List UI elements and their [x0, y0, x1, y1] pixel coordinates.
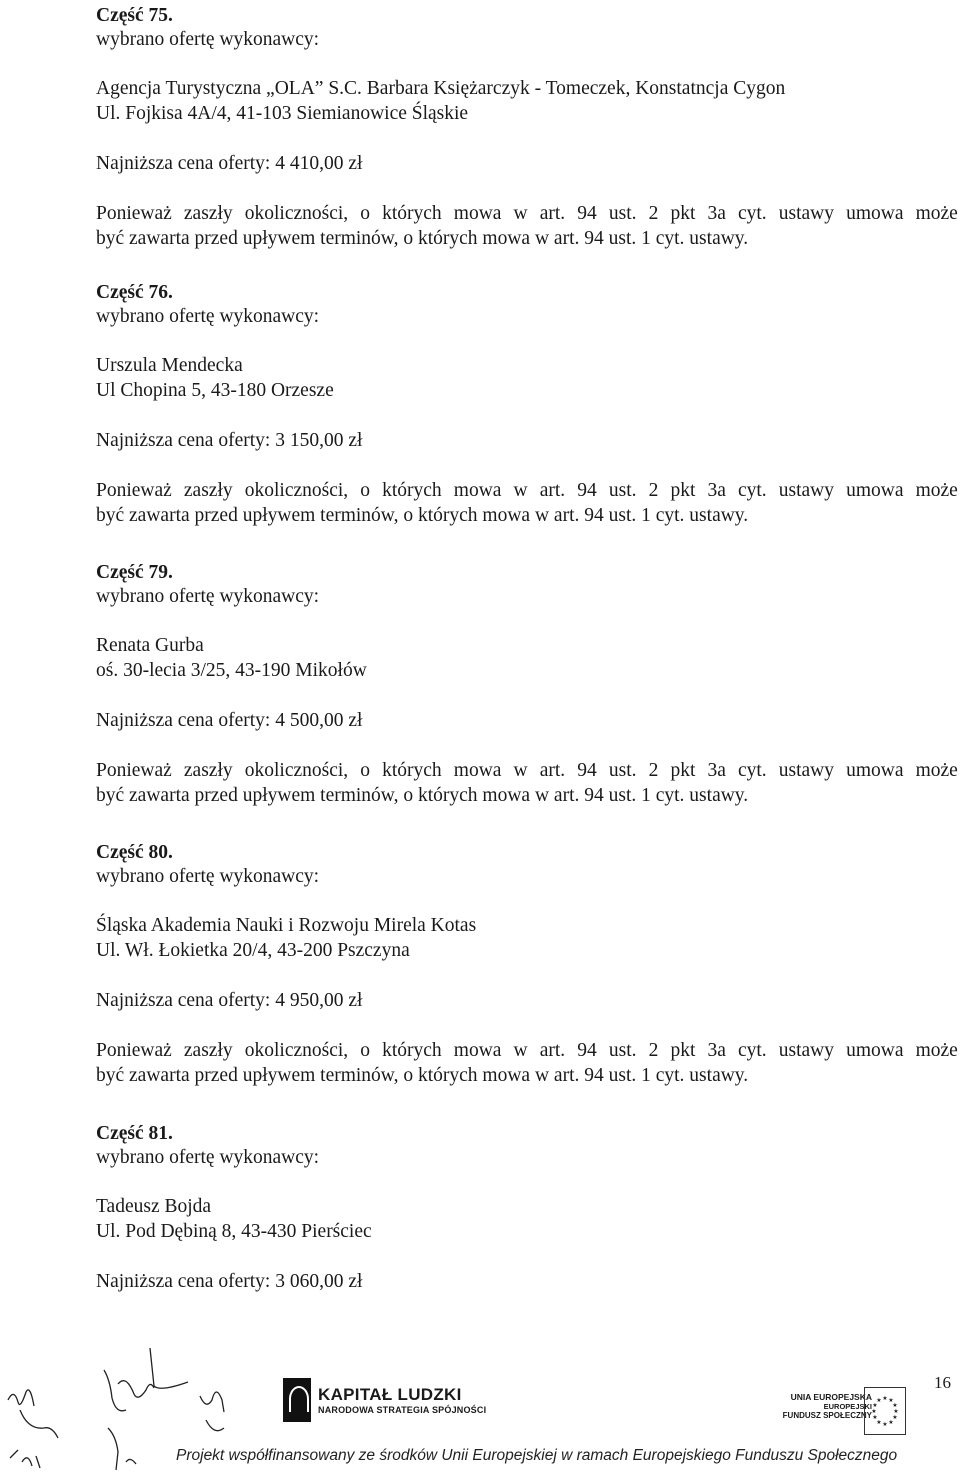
- legal-note-word: cyt.: [737, 1040, 767, 1061]
- legal-note-word: pkt: [670, 1040, 696, 1061]
- contractor-name: Urszula Mendecka: [96, 355, 243, 376]
- legal-note-line-1: [96, 479, 958, 503]
- legal-note-word: mowa: [453, 480, 502, 501]
- section-intro: wybrano ofertę wykonawcy:: [96, 586, 320, 607]
- section-heading: Część 76.: [96, 282, 173, 303]
- section-heading: Część 80.: [96, 842, 173, 863]
- legal-note-word: pkt: [670, 480, 696, 501]
- legal-note-word: Ponieważ: [96, 203, 172, 224]
- legal-note-word: art.: [539, 203, 566, 224]
- legal-note-line-2: być zawarta przed upływem terminów, o których mowa w art. 94 ust. 1 cyt. ustawy.: [96, 785, 749, 806]
- contractor-address: oś. 30-lecia 3/25, 43-190 Mikołów: [96, 660, 367, 681]
- legal-note-word: 94: [577, 760, 597, 781]
- section-intro: wybrano ofertę wykonawcy:: [96, 306, 320, 327]
- legal-note-word: umowa: [846, 203, 904, 224]
- legal-note-word: 2: [648, 1040, 659, 1061]
- section-heading: Część 81.: [96, 1123, 173, 1144]
- section-heading: Część 75.: [96, 5, 173, 26]
- svg-text:★: ★: [892, 1414, 898, 1421]
- legal-note-word: 2: [648, 203, 659, 224]
- legal-note-word: cyt.: [737, 760, 767, 781]
- legal-note-word: o: [360, 1040, 371, 1061]
- legal-note-word: ust.: [608, 760, 637, 781]
- legal-note-word: ust.: [608, 480, 637, 501]
- lowest-price: Najniższa cena oferty: 4 500,00 zł: [96, 710, 363, 731]
- legal-note-word: okoliczności,: [244, 480, 349, 501]
- legal-note-word: 3a: [707, 203, 726, 224]
- svg-text:★: ★: [876, 1397, 882, 1404]
- section-heading: Część 79.: [96, 562, 173, 583]
- legal-note-word: których: [382, 480, 442, 501]
- legal-note-word: cyt.: [737, 480, 767, 501]
- legal-note-word: okoliczności,: [244, 203, 349, 224]
- svg-text:★: ★: [882, 1421, 888, 1428]
- kapital-ludzki-logo: [283, 1378, 486, 1422]
- lowest-price: Najniższa cena oferty: 3 060,00 zł: [96, 1271, 363, 1292]
- legal-note-word: zaszły: [183, 760, 233, 781]
- legal-note-word: umowa: [846, 1040, 904, 1061]
- legal-note-word: mowa: [453, 760, 502, 781]
- contractor-name: Renata Gurba: [96, 635, 204, 656]
- contractor-address: Ul Chopina 5, 43-180 Orzesze: [96, 380, 334, 401]
- legal-note-word: mowa: [453, 203, 502, 224]
- eu-line-2: EUROPEJSKI: [823, 1402, 872, 1411]
- legal-note-word: w: [513, 760, 528, 781]
- svg-text:★: ★: [871, 1408, 877, 1415]
- contractor-name: Agencja Turystyczna „OLA” S.C. Barbara Księżarczyk - Tomeczek, Konstatncja Cygon: [96, 78, 786, 99]
- legal-note-word: 94: [577, 203, 597, 224]
- legal-note-word: okoliczności,: [244, 760, 349, 781]
- legal-note-word: ust.: [608, 1040, 637, 1061]
- legal-note-word: których: [382, 203, 442, 224]
- legal-note-word: ust.: [608, 203, 637, 224]
- contractor-name: Śląska Akademia Nauki i Rozwoju Mirela Kotas: [96, 915, 477, 936]
- contractor-address: Ul. Pod Dębiną 8, 43-430 Pierściec: [96, 1221, 372, 1242]
- eu-stars-icon: [865, 1388, 905, 1434]
- svg-text:★: ★: [872, 1414, 878, 1421]
- legal-note-word: może: [915, 760, 958, 781]
- kapital-ludzki-emblem-icon: [283, 1378, 311, 1422]
- lowest-price: Najniższa cena oferty: 3 150,00 zł: [96, 430, 363, 451]
- legal-note-word: umowa: [846, 480, 904, 501]
- legal-note-word: których: [382, 1040, 442, 1061]
- svg-text:★: ★: [888, 1419, 894, 1426]
- legal-note-word: zaszły: [183, 480, 233, 501]
- contractor-name: Tadeusz Bojda: [96, 1196, 212, 1217]
- svg-text:★: ★: [872, 1402, 878, 1409]
- legal-note-word: może: [915, 203, 958, 224]
- legal-note-word: których: [382, 760, 442, 781]
- legal-note-word: może: [915, 480, 958, 501]
- eu-social-fund-logo: [752, 1392, 872, 1420]
- eu-line-1: UNIA EUROPEJSKA: [790, 1392, 872, 1402]
- contractor-address: Ul. Wł. Łokietka 20/4, 43-200 Pszczyna: [96, 940, 410, 961]
- svg-text:★: ★: [882, 1395, 888, 1402]
- lowest-price: Najniższa cena oferty: 4 410,00 zł: [96, 153, 363, 174]
- legal-note-word: okoliczności,: [244, 1040, 349, 1061]
- legal-note-word: Ponieważ: [96, 480, 172, 501]
- legal-note-word: ustawy: [778, 760, 834, 781]
- lowest-price: Najniższa cena oferty: 4 950,00 zł: [96, 990, 363, 1011]
- legal-note-word: zaszły: [183, 203, 233, 224]
- kapital-ludzki-subtitle: NARODOWA STRATEGIA SPÓJNOŚCI: [318, 1405, 487, 1415]
- legal-note-line-1: [96, 759, 958, 783]
- svg-text:★: ★: [876, 1419, 882, 1426]
- legal-note-word: 2: [648, 480, 659, 501]
- legal-note-word: w: [513, 480, 528, 501]
- legal-note-word: art.: [539, 480, 566, 501]
- legal-note-word: w: [513, 1040, 528, 1061]
- legal-note-word: pkt: [670, 760, 696, 781]
- eu-line-3: FUNDUSZ SPOŁECZNY: [782, 1411, 872, 1420]
- legal-note-word: ustawy: [778, 480, 834, 501]
- legal-note-word: ustawy: [778, 203, 834, 224]
- legal-note-word: 94: [577, 480, 597, 501]
- legal-note-line-2: być zawarta przed upływem terminów, o których mowa w art. 94 ust. 1 cyt. ustawy.: [96, 505, 749, 526]
- legal-note-word: może: [915, 1040, 958, 1061]
- section-intro: wybrano ofertę wykonawcy:: [96, 29, 320, 50]
- legal-note-word: ustawy: [778, 1040, 834, 1061]
- legal-note-word: o: [360, 203, 371, 224]
- contractor-address: Ul. Fojkisa 4A/4, 41-103 Siemianowice Śląskie: [96, 103, 469, 124]
- svg-text:★: ★: [888, 1397, 894, 1404]
- svg-text:★: ★: [892, 1402, 898, 1409]
- legal-note-word: zaszły: [183, 1040, 233, 1061]
- kapital-ludzki-title: KAPITAŁ LUDZKI: [318, 1385, 462, 1404]
- page-number: 16: [934, 1373, 951, 1392]
- section-intro: wybrano ofertę wykonawcy:: [96, 1147, 320, 1168]
- legal-note-word: 3a: [707, 480, 726, 501]
- legal-note-word: pkt: [670, 203, 696, 224]
- svg-text:★: ★: [893, 1408, 899, 1415]
- legal-note-word: o: [360, 760, 371, 781]
- legal-note-word: umowa: [846, 760, 904, 781]
- legal-note-word: 3a: [707, 1040, 726, 1061]
- legal-note-line-1: [96, 1039, 958, 1063]
- legal-note-word: art.: [539, 760, 566, 781]
- legal-note-word: mowa: [453, 1040, 502, 1061]
- legal-note-line-1: [96, 202, 958, 226]
- legal-note-line-2: być zawarta przed upływem terminów, o których mowa w art. 94 ust. 1 cyt. ustawy.: [96, 228, 749, 249]
- legal-note-word: art.: [539, 1040, 566, 1061]
- legal-note-word: Ponieważ: [96, 760, 172, 781]
- legal-note-word: w: [513, 203, 528, 224]
- legal-note-word: Ponieważ: [96, 1040, 172, 1061]
- eu-flag-icon: [864, 1387, 906, 1435]
- legal-note-word: 94: [577, 1040, 597, 1061]
- legal-note-word: cyt.: [737, 203, 767, 224]
- legal-note-word: 3a: [707, 760, 726, 781]
- legal-note-word: o: [360, 480, 371, 501]
- section-intro: wybrano ofertę wykonawcy:: [96, 866, 320, 887]
- legal-note-word: 2: [648, 760, 659, 781]
- cofinancing-caption: Projekt współfinansowany ze środków Unii Europejskiej w ramach Europejskiego Funduszu Społecznego: [176, 1447, 898, 1464]
- legal-note-line-2: być zawarta przed upływem terminów, o których mowa w art. 94 ust. 1 cyt. ustawy.: [96, 1065, 749, 1086]
